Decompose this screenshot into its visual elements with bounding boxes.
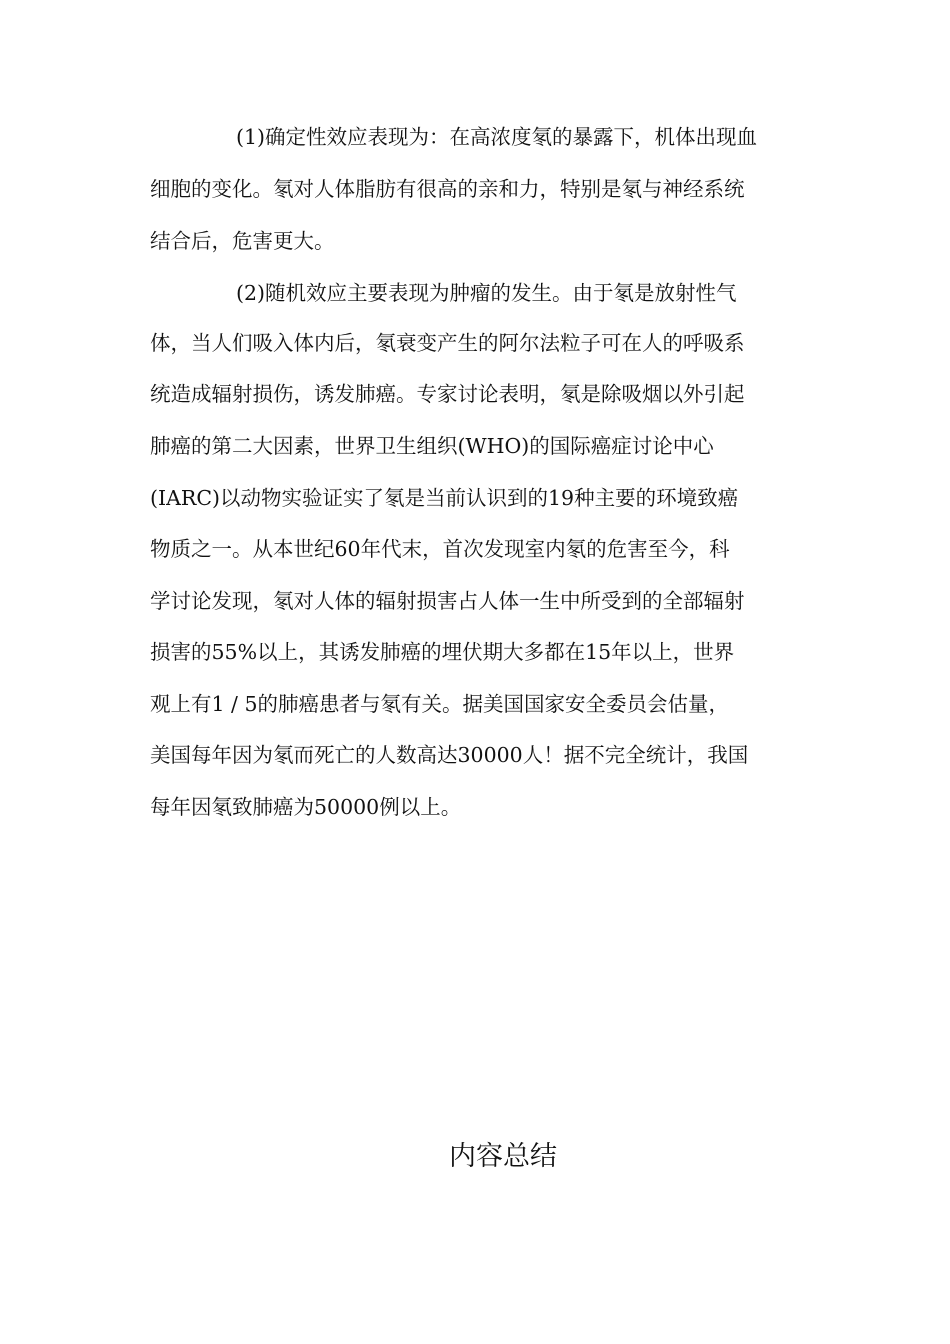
paragraph-line: 每年因氡致肺癌为50000例以上。 [150,795,462,819]
paragraph-line: 物质之一。从本世纪60年代末，首次发现室内氡的危害至今，科 [150,537,730,561]
paragraph-line: (1)确定性效应表现为：在高浓度氡的暴露下，机体出现血 [236,125,758,149]
paragraph-line: (IARC)以动物实验证实了氡是当前认识到的19种主要的环境致癌 [150,486,739,510]
paragraph-line: 统造成辐射损伤，诱发肺癌。专家讨论表明，氡是除吸烟以外引起 [150,382,745,406]
paragraph-line: 观上有1 / 5的肺癌患者与氡有关。据美国国家安全委员会估量， [150,692,730,716]
paragraph-line: 美国每年因为氡而死亡的人数高达30000人！据不完全统计，我国 [150,743,749,767]
paragraph-line: 学讨论发现，氡对人体的辐射损害占人体一生中所受到的全部辐射 [150,589,745,613]
paragraph-line: 损害的55%以上，其诱发肺癌的埋伏期大多都在15年以上，世界 [150,640,735,664]
paragraph-line: 细胞的变化。氡对人体脂肪有很高的亲和力，特别是氡与神经系统 [150,177,745,201]
paragraph-line: (2)随机效应主要表现为肿瘤的发生。由于氡是放射性气 [236,281,737,305]
summary-heading: 内容总结 [449,1141,557,1172]
paragraph-line: 肺癌的第二大因素，世界卫生组织(WHO)的国际癌症讨论中心 [150,434,714,458]
paragraph-line: 结合后，危害更大。 [150,229,335,253]
paragraph-line: 体，当人们吸入体内后，氡衰变产生的阿尔法粒子可在人的呼吸系 [150,331,745,355]
